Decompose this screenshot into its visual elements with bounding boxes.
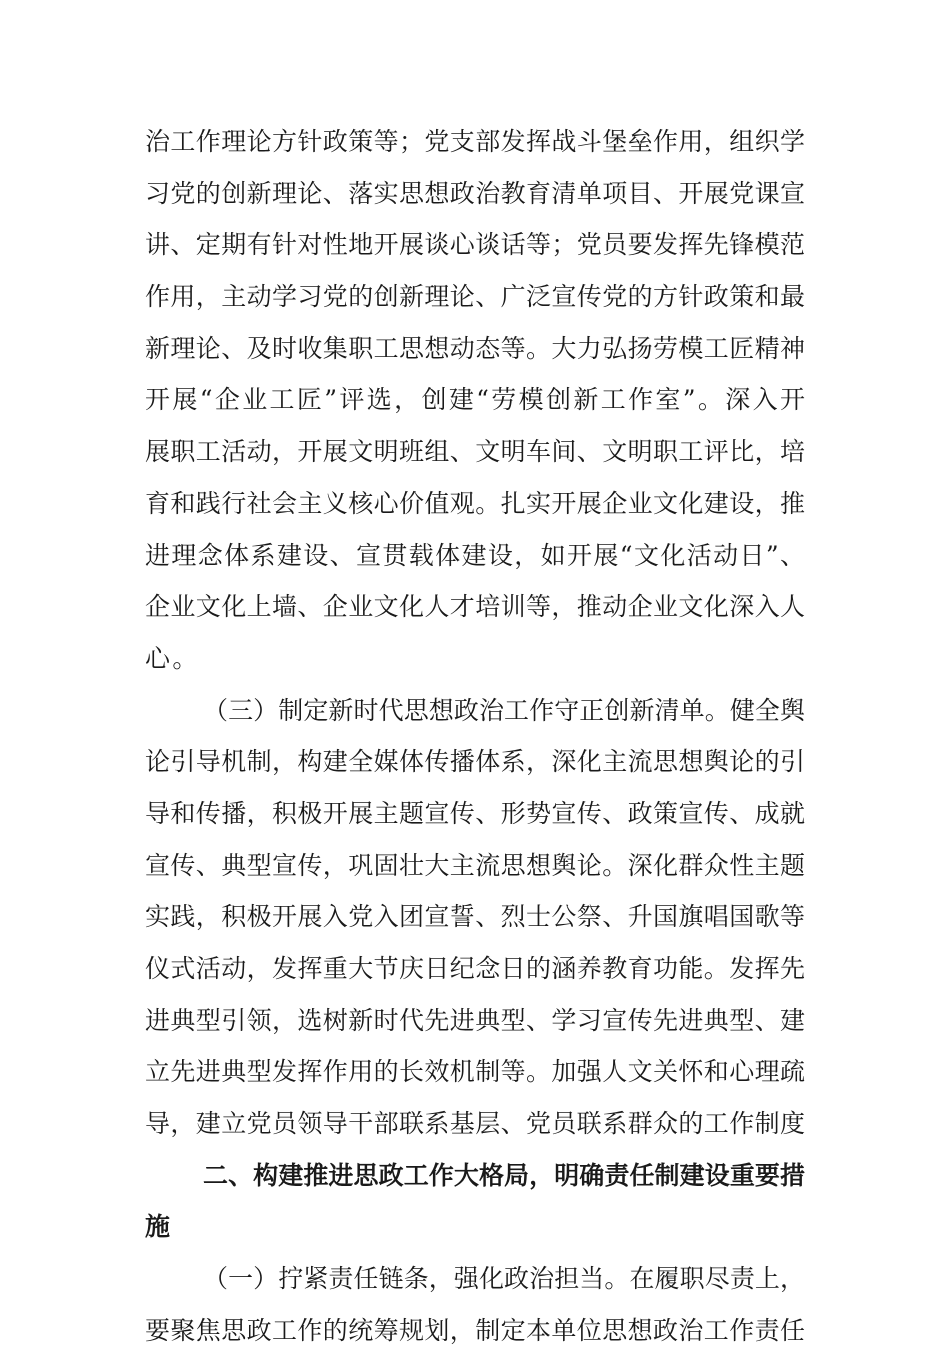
text-line: 论引导机制，构建全媒体传播体系，深化主流思想舆论的引	[145, 747, 805, 777]
text-line: 进理念体系建设、宣贯载体建设，如开展“文化活动日”、	[145, 540, 805, 570]
text-line: 育和践行社会主义核心价值观。扎实开展企业文化建设，推	[145, 488, 805, 518]
text-line: 实践，积极开展入党入团宣誓、烈士公祭、升国旗唱国歌等	[145, 902, 805, 932]
text-line: 讲、定期有针对性地开展谈心谈话等；党员要发挥先锋模范	[145, 230, 805, 260]
text-line: 习党的创新理论、落实思想政治教育清单项目、开展党课宣	[145, 178, 805, 208]
text-line: 仪式活动，发挥重大节庆日纪念日的涵养教育功能。发挥先	[145, 954, 805, 983]
chapter-heading-2: 二、构建推进思政工作大格局，明确责任制建设重要措	[203, 1160, 805, 1190]
section-heading-1: （一）拧紧责任链条，强化政治担当。在履职尽责上，	[203, 1264, 805, 1294]
text-line: 进典型引领，选树新时代先进典型、学习宣传先进典型、建	[145, 1005, 805, 1035]
text-line: 导，建立党员领导干部联系基层、党员联系群众的工作制度	[145, 1109, 805, 1139]
text-line: 心。	[145, 643, 200, 673]
text-line: 开展“企业工匠”评选，创建“劳模创新工作室”。深入开	[145, 385, 805, 415]
text-line: 展职工活动，开展文明班组、文明车间、文明职工评比，培	[145, 437, 805, 467]
text-line: 治工作理论方针政策等；党支部发挥战斗堡垒作用，组织学	[145, 127, 805, 156]
text-line: 作用，主动学习党的创新理论、广泛宣传党的方针政策和最	[145, 282, 805, 312]
text-line: 要聚焦思政工作的统筹规划，制定本单位思想政治工作责任	[145, 1315, 805, 1345]
text-line: 宣传、典型宣传，巩固壮大主流思想舆论。深化群众性主题	[145, 850, 805, 880]
text-line: 新理论、及时收集职工思想动态等。大力弘扬劳模工匠精神	[145, 333, 805, 363]
text-line: 企业文化上墙、企业文化人才培训等，推动企业文化深入人	[145, 592, 805, 622]
chapter-heading-2-cont: 施	[145, 1212, 173, 1242]
text-line: 立先进典型发挥作用的长效机制等。加强人文关怀和心理疏	[145, 1057, 805, 1087]
section-heading-3: （三）制定新时代思想政治工作守正创新清单。健全舆	[203, 695, 805, 725]
document-body	[145, 116, 805, 1357]
text-line: 导和传播，积极开展主题宣传、形势宣传、政策宣传、成就	[145, 798, 805, 828]
